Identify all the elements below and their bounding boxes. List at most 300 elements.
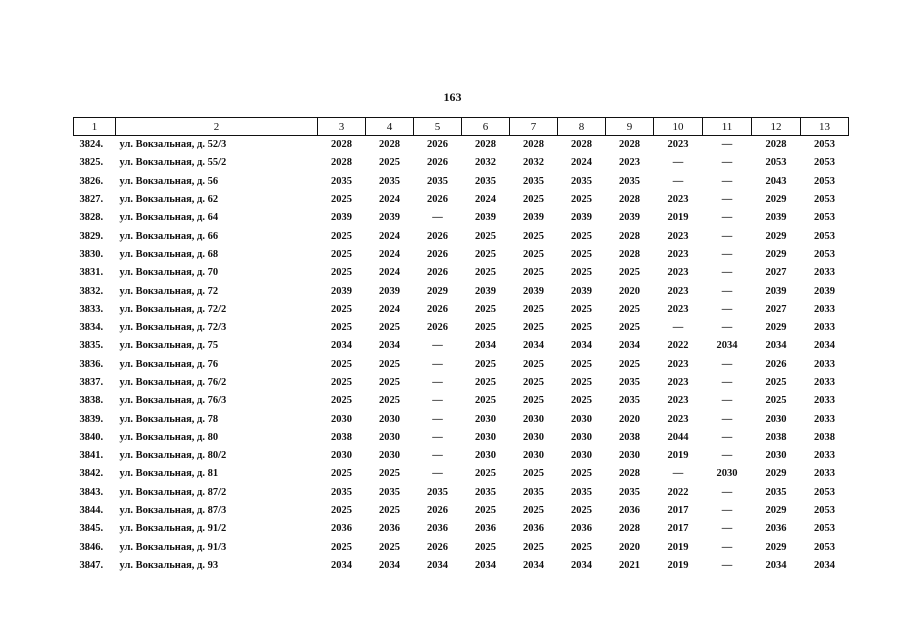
year-cell: 2039 bbox=[523, 285, 544, 297]
year-cell: 2025 bbox=[331, 505, 352, 517]
year-cell: 2028 bbox=[331, 157, 352, 169]
year-cell: — bbox=[721, 377, 733, 388]
year-cell: 2039 bbox=[765, 212, 787, 224]
address-cell: ул. Вокзальная, д. 93 bbox=[119, 559, 219, 571]
year-cell: 2025 bbox=[523, 541, 544, 553]
column-header: 12 bbox=[752, 118, 801, 136]
address-cell: ул. Вокзальная, д. 91/3 bbox=[119, 541, 227, 553]
row-number-cell: 3831. bbox=[79, 267, 104, 279]
year-cell: 2017 bbox=[667, 505, 689, 517]
address-cell: ул. Вокзальная, д. 55/2 bbox=[119, 157, 227, 169]
row-number-cell: 3839. bbox=[79, 413, 104, 425]
year-cell: 2035 bbox=[475, 175, 496, 187]
year-cell: — bbox=[672, 322, 684, 334]
year-cell: 2020 bbox=[619, 285, 640, 297]
year-cell: 2025 bbox=[765, 395, 787, 407]
year-cell: 2025 bbox=[571, 322, 592, 334]
table-row bbox=[74, 173, 849, 191]
year-cell: 2025 bbox=[331, 230, 352, 242]
year-cell: 2033 bbox=[814, 267, 835, 279]
year-cell: 2034 bbox=[379, 559, 400, 571]
year-cell: 2033 bbox=[814, 322, 835, 334]
year-cell: 2053 bbox=[814, 486, 835, 498]
year-cell: 2025 bbox=[331, 377, 352, 388]
year-cell: 2028 bbox=[571, 139, 592, 151]
year-cell: 2020 bbox=[619, 541, 640, 553]
row-number-cell: 3834. bbox=[79, 322, 104, 334]
year-cell: 2025 bbox=[379, 505, 400, 517]
year-cell: 2025 bbox=[475, 505, 496, 517]
year-cell: 2035 bbox=[427, 175, 448, 187]
year-cell: 2025 bbox=[571, 248, 592, 260]
address-cell: ул. Вокзальная, д. 78 bbox=[119, 413, 219, 425]
year-cell: 2035 bbox=[571, 486, 592, 498]
year-cell: 2034 bbox=[571, 559, 592, 571]
table-row bbox=[74, 282, 849, 300]
year-cell: 2035 bbox=[331, 175, 352, 187]
year-cell: — bbox=[721, 303, 733, 315]
year-cell: 2023 bbox=[667, 395, 689, 407]
row-number-cell: 3844. bbox=[79, 505, 104, 517]
year-cell: 2025 bbox=[523, 468, 544, 480]
year-cell: 2019 bbox=[667, 450, 689, 462]
column-header: 11 bbox=[703, 118, 752, 136]
year-cell: 2044 bbox=[667, 431, 689, 443]
year-cell: 2025 bbox=[475, 377, 496, 388]
year-cell: 2034 bbox=[765, 559, 787, 571]
table-row bbox=[74, 374, 849, 392]
year-cell: — bbox=[721, 248, 733, 260]
year-cell: 2030 bbox=[379, 450, 400, 462]
year-cell: 2039 bbox=[379, 285, 400, 297]
year-cell: 2025 bbox=[331, 395, 352, 407]
address-cell: ул. Вокзальная, д. 72/3 bbox=[119, 322, 227, 334]
column-number-header-row bbox=[74, 118, 849, 136]
year-cell: 2025 bbox=[475, 358, 496, 370]
year-cell: 2022 bbox=[667, 340, 689, 352]
row-number-cell: 3835. bbox=[79, 340, 104, 352]
address-cell: ул. Вокзальная, д. 52/3 bbox=[119, 139, 227, 151]
table-row bbox=[74, 191, 849, 209]
year-cell: 2033 bbox=[814, 358, 835, 370]
row-number-cell: 3841. bbox=[79, 450, 104, 462]
year-cell: 2027 bbox=[765, 303, 787, 315]
year-cell: 2036 bbox=[619, 505, 640, 517]
column-header: 2 bbox=[116, 118, 318, 136]
year-cell: 2025 bbox=[331, 194, 352, 206]
year-cell: 2053 bbox=[814, 505, 835, 517]
year-cell: 2034 bbox=[619, 340, 640, 352]
year-cell: 2053 bbox=[814, 157, 835, 169]
row-number-cell: 3845. bbox=[79, 523, 104, 535]
year-cell: 2026 bbox=[427, 248, 448, 260]
address-cell: ул. Вокзальная, д. 72 bbox=[119, 285, 219, 297]
year-cell: 2035 bbox=[427, 486, 448, 498]
year-cell: 2024 bbox=[475, 194, 496, 206]
year-cell: 2026 bbox=[427, 303, 448, 315]
year-cell: 2030 bbox=[571, 431, 592, 443]
year-cell: 2025 bbox=[571, 468, 592, 480]
year-cell: 2039 bbox=[814, 285, 835, 297]
year-cell: 2053 bbox=[814, 212, 835, 224]
year-cell: 2026 bbox=[427, 139, 448, 151]
year-cell: 2039 bbox=[523, 212, 544, 224]
year-cell: — bbox=[672, 175, 684, 187]
year-cell: 2026 bbox=[427, 194, 448, 206]
year-cell: 2026 bbox=[427, 505, 448, 517]
year-cell: 2025 bbox=[619, 358, 640, 370]
year-cell: 2025 bbox=[331, 248, 352, 260]
year-cell: 2033 bbox=[814, 468, 835, 480]
table-row bbox=[74, 209, 849, 227]
year-cell: 2026 bbox=[427, 230, 448, 242]
year-cell: — bbox=[721, 559, 733, 571]
row-number-cell: 3829. bbox=[79, 230, 104, 242]
year-cell: 2039 bbox=[475, 285, 496, 297]
address-cell: ул. Вокзальная, д. 81 bbox=[119, 468, 219, 480]
year-cell: — bbox=[721, 395, 733, 407]
column-header: 8 bbox=[558, 118, 606, 136]
year-cell: 2025 bbox=[475, 395, 496, 407]
year-cell: 2024 bbox=[379, 303, 400, 315]
year-cell: 2034 bbox=[331, 340, 352, 352]
year-cell: 2019 bbox=[667, 541, 689, 553]
year-cell: 2023 bbox=[667, 139, 689, 151]
table-row bbox=[74, 337, 849, 355]
year-cell: 2028 bbox=[331, 139, 352, 151]
year-cell: 2025 bbox=[571, 194, 592, 206]
column-header: 13 bbox=[801, 118, 849, 136]
year-cell: 2025 bbox=[475, 303, 496, 315]
year-cell: 2053 bbox=[814, 230, 835, 242]
year-cell: 2023 bbox=[667, 248, 689, 260]
year-cell: 2025 bbox=[619, 303, 640, 315]
year-cell: 2025 bbox=[523, 194, 544, 206]
year-cell: 2025 bbox=[571, 377, 592, 388]
year-cell: 2030 bbox=[475, 431, 496, 443]
year-cell: 2025 bbox=[379, 358, 400, 370]
year-cell: 2023 bbox=[667, 267, 689, 279]
year-cell: — bbox=[432, 212, 443, 224]
table-row bbox=[74, 301, 849, 319]
year-cell: 2032 bbox=[523, 157, 544, 169]
year-cell: — bbox=[432, 413, 443, 425]
table-row bbox=[74, 246, 849, 264]
year-cell: 2036 bbox=[475, 523, 496, 535]
year-cell: 2034 bbox=[331, 559, 352, 571]
row-number-cell: 3838. bbox=[79, 395, 104, 407]
year-cell: — bbox=[432, 431, 443, 443]
year-cell: 2034 bbox=[427, 559, 448, 571]
year-cell: 2025 bbox=[571, 505, 592, 517]
year-cell: — bbox=[721, 194, 733, 206]
year-cell: 2035 bbox=[619, 377, 640, 388]
year-cell: 2023 bbox=[667, 358, 689, 370]
year-cell: 2035 bbox=[571, 175, 592, 187]
year-cell: 2034 bbox=[814, 340, 835, 352]
year-cell: 2025 bbox=[571, 267, 592, 279]
row-number-cell: 3837. bbox=[79, 377, 104, 388]
column-header: 1 bbox=[74, 118, 116, 136]
address-cell: ул. Вокзальная, д. 80 bbox=[119, 431, 219, 443]
row-number-cell: 3825. bbox=[79, 157, 104, 169]
year-cell: 2026 bbox=[427, 267, 448, 279]
year-cell: 2025 bbox=[331, 303, 352, 315]
row-number-cell: 3842. bbox=[79, 468, 104, 480]
year-cell: 2034 bbox=[475, 340, 496, 352]
row-number-cell: 3836. bbox=[79, 358, 104, 370]
address-cell: ул. Вокзальная, д. 72/2 bbox=[119, 303, 227, 315]
table-row bbox=[74, 484, 849, 502]
year-cell: 2029 bbox=[765, 194, 787, 206]
year-cell: — bbox=[721, 267, 733, 279]
year-cell: 2025 bbox=[379, 395, 400, 407]
year-cell: — bbox=[721, 431, 733, 443]
year-cell: 2025 bbox=[331, 267, 352, 279]
address-cell: ул. Вокзальная, д. 62 bbox=[119, 194, 219, 206]
year-cell: 2025 bbox=[523, 505, 544, 517]
year-cell: 2024 bbox=[379, 248, 400, 260]
year-cell: 2024 bbox=[379, 230, 400, 242]
address-cell: ул. Вокзальная, д. 91/2 bbox=[119, 523, 227, 535]
schedule-table bbox=[73, 117, 849, 575]
address-cell: ул. Вокзальная, д. 75 bbox=[119, 340, 219, 352]
year-cell: 2038 bbox=[331, 431, 352, 443]
year-cell: 2035 bbox=[765, 486, 787, 498]
year-cell: 2023 bbox=[619, 157, 640, 169]
year-cell: 2036 bbox=[379, 523, 400, 535]
year-cell: 2034 bbox=[814, 559, 835, 571]
year-cell: 2024 bbox=[571, 157, 592, 169]
year-cell: 2025 bbox=[331, 358, 352, 370]
year-cell: 2039 bbox=[619, 212, 640, 224]
year-cell: — bbox=[672, 468, 684, 480]
table-row bbox=[74, 447, 849, 465]
year-cell: 2033 bbox=[814, 413, 835, 425]
year-cell: 2053 bbox=[814, 194, 835, 206]
year-cell: 2026 bbox=[765, 358, 787, 370]
year-cell: — bbox=[721, 157, 733, 169]
year-cell: 2029 bbox=[765, 322, 787, 334]
year-cell: 2019 bbox=[667, 559, 689, 571]
address-cell: ул. Вокзальная, д. 76 bbox=[119, 358, 219, 370]
year-cell: 2029 bbox=[765, 541, 787, 553]
year-cell: 2030 bbox=[475, 450, 496, 462]
year-cell: 2033 bbox=[814, 450, 835, 462]
year-cell: 2030 bbox=[523, 450, 544, 462]
address-cell: ул. Вокзальная, д. 87/2 bbox=[119, 486, 227, 498]
year-cell: 2025 bbox=[475, 267, 496, 279]
year-cell: 2025 bbox=[331, 541, 352, 553]
table-row bbox=[74, 410, 849, 428]
year-cell: 2043 bbox=[765, 175, 787, 187]
year-cell: 2036 bbox=[427, 523, 448, 535]
table-row bbox=[74, 154, 849, 172]
table-row bbox=[74, 429, 849, 447]
year-cell: 2034 bbox=[523, 559, 544, 571]
column-header: 9 bbox=[606, 118, 654, 136]
year-cell: 2039 bbox=[379, 212, 400, 224]
table-body bbox=[74, 136, 849, 576]
year-cell: 2017 bbox=[667, 523, 689, 535]
year-cell: 2053 bbox=[814, 175, 835, 187]
year-cell: 2025 bbox=[331, 468, 352, 480]
year-cell: — bbox=[721, 450, 733, 462]
year-cell: 2025 bbox=[379, 468, 400, 480]
year-cell: 2029 bbox=[765, 248, 787, 260]
year-cell: 2034 bbox=[571, 340, 592, 352]
page-number: 163 bbox=[443, 90, 462, 104]
year-cell: 2029 bbox=[765, 230, 787, 242]
year-cell: 2025 bbox=[475, 248, 496, 260]
address-cell: ул. Вокзальная, д. 70 bbox=[119, 267, 219, 279]
year-cell: 2028 bbox=[379, 139, 400, 151]
address-cell: ул. Вокзальная, д. 80/2 bbox=[119, 450, 227, 462]
year-cell: 2025 bbox=[379, 377, 400, 388]
year-cell: 2034 bbox=[475, 559, 496, 571]
year-cell: 2028 bbox=[619, 139, 640, 151]
year-cell: 2026 bbox=[427, 541, 448, 553]
year-cell: 2025 bbox=[619, 322, 640, 334]
year-cell: 2025 bbox=[475, 468, 496, 480]
year-cell: 2028 bbox=[619, 523, 640, 535]
row-number-cell: 3828. bbox=[79, 212, 104, 224]
year-cell: 2029 bbox=[765, 468, 787, 480]
year-cell: 2035 bbox=[619, 395, 640, 407]
year-cell: 2033 bbox=[814, 377, 835, 388]
year-cell: 2027 bbox=[765, 267, 787, 279]
year-cell: 2035 bbox=[523, 175, 544, 187]
year-cell: 2025 bbox=[571, 303, 592, 315]
row-number-cell: 3840. bbox=[79, 431, 104, 443]
year-cell: 2035 bbox=[379, 175, 400, 187]
row-number-cell: 3830. bbox=[79, 248, 104, 260]
year-cell: 2030 bbox=[716, 468, 738, 480]
year-cell: 2034 bbox=[716, 340, 738, 352]
year-cell: 2019 bbox=[667, 212, 689, 224]
year-cell: 2030 bbox=[331, 413, 352, 425]
year-cell: 2039 bbox=[571, 212, 592, 224]
year-cell: 2030 bbox=[523, 431, 544, 443]
column-header: 4 bbox=[366, 118, 414, 136]
year-cell: 2025 bbox=[523, 267, 544, 279]
year-cell: 2025 bbox=[571, 395, 592, 407]
row-number-cell: 3826. bbox=[79, 175, 104, 187]
year-cell: 2034 bbox=[765, 340, 787, 352]
year-cell: 2038 bbox=[765, 431, 787, 443]
year-cell: 2025 bbox=[379, 157, 400, 169]
year-cell: 2034 bbox=[379, 340, 400, 352]
year-cell: 2030 bbox=[765, 413, 787, 425]
year-cell: 2030 bbox=[571, 413, 592, 425]
year-cell: 2039 bbox=[571, 285, 592, 297]
year-cell: 2026 bbox=[427, 322, 448, 334]
year-cell: 2022 bbox=[667, 486, 689, 498]
year-cell: — bbox=[721, 486, 733, 498]
year-cell: 2033 bbox=[814, 303, 835, 315]
table-row bbox=[74, 392, 849, 410]
year-cell: 2025 bbox=[379, 322, 400, 334]
year-cell: 2025 bbox=[523, 377, 544, 388]
year-cell: — bbox=[721, 358, 733, 370]
year-cell: 2030 bbox=[523, 413, 544, 425]
year-cell: 2025 bbox=[571, 230, 592, 242]
year-cell: 2035 bbox=[331, 486, 352, 498]
year-cell: 2025 bbox=[379, 541, 400, 553]
year-cell: 2028 bbox=[523, 139, 544, 151]
year-cell: 2028 bbox=[619, 248, 640, 260]
year-cell: 2030 bbox=[331, 450, 352, 462]
year-cell: 2025 bbox=[523, 248, 544, 260]
year-cell: 2034 bbox=[523, 340, 544, 352]
year-cell: — bbox=[721, 413, 733, 425]
year-cell: 2036 bbox=[765, 523, 787, 535]
row-number-cell: 3843. bbox=[79, 486, 104, 498]
address-cell: ул. Вокзальная, д. 76/2 bbox=[119, 377, 227, 388]
year-cell: 2025 bbox=[523, 395, 544, 407]
row-number-cell: 3847. bbox=[79, 559, 104, 571]
year-cell: 2030 bbox=[475, 413, 496, 425]
year-cell: 2035 bbox=[619, 175, 640, 187]
year-cell: 2038 bbox=[619, 431, 640, 443]
year-cell: 2023 bbox=[667, 413, 689, 425]
year-cell: 2053 bbox=[814, 523, 835, 535]
table-row bbox=[74, 136, 849, 155]
year-cell: 2036 bbox=[331, 523, 352, 535]
column-header: 10 bbox=[654, 118, 703, 136]
year-cell: 2025 bbox=[475, 230, 496, 242]
year-cell: — bbox=[721, 505, 733, 517]
year-cell: 2024 bbox=[379, 267, 400, 279]
year-cell: 2025 bbox=[523, 230, 544, 242]
year-cell: 2032 bbox=[475, 157, 496, 169]
year-cell: — bbox=[432, 468, 443, 480]
year-cell: 2053 bbox=[814, 139, 835, 151]
year-cell: 2035 bbox=[379, 486, 400, 498]
year-cell: — bbox=[672, 157, 684, 169]
year-cell: 2039 bbox=[475, 212, 496, 224]
year-cell: 2025 bbox=[523, 322, 544, 334]
year-cell: 2030 bbox=[765, 450, 787, 462]
year-cell: 2036 bbox=[523, 523, 544, 535]
table-row bbox=[74, 502, 849, 520]
column-header: 6 bbox=[462, 118, 510, 136]
row-number-cell: 3846. bbox=[79, 541, 104, 553]
address-cell: ул. Вокзальная, д. 56 bbox=[119, 175, 219, 187]
column-header: 5 bbox=[414, 118, 462, 136]
year-cell: 2025 bbox=[619, 267, 640, 279]
year-cell: 2028 bbox=[475, 139, 496, 151]
year-cell: — bbox=[721, 523, 733, 535]
address-cell: ул. Вокзальная, д. 66 bbox=[119, 230, 219, 242]
year-cell: 2039 bbox=[331, 285, 352, 297]
table-row bbox=[74, 539, 849, 557]
year-cell: 2024 bbox=[379, 194, 400, 206]
address-cell: ул. Вокзальная, д. 68 bbox=[119, 248, 219, 260]
table-row bbox=[74, 520, 849, 538]
year-cell: 2028 bbox=[765, 139, 787, 151]
year-cell: — bbox=[432, 395, 443, 407]
year-cell: 2025 bbox=[765, 377, 787, 388]
column-header: 3 bbox=[318, 118, 366, 136]
row-number-cell: 3824. bbox=[79, 139, 104, 151]
year-cell: — bbox=[432, 450, 443, 462]
year-cell: 2023 bbox=[667, 285, 689, 297]
year-cell: 2023 bbox=[667, 194, 689, 206]
year-cell: — bbox=[721, 285, 733, 297]
year-cell: — bbox=[432, 377, 443, 388]
year-cell: 2035 bbox=[619, 486, 640, 498]
